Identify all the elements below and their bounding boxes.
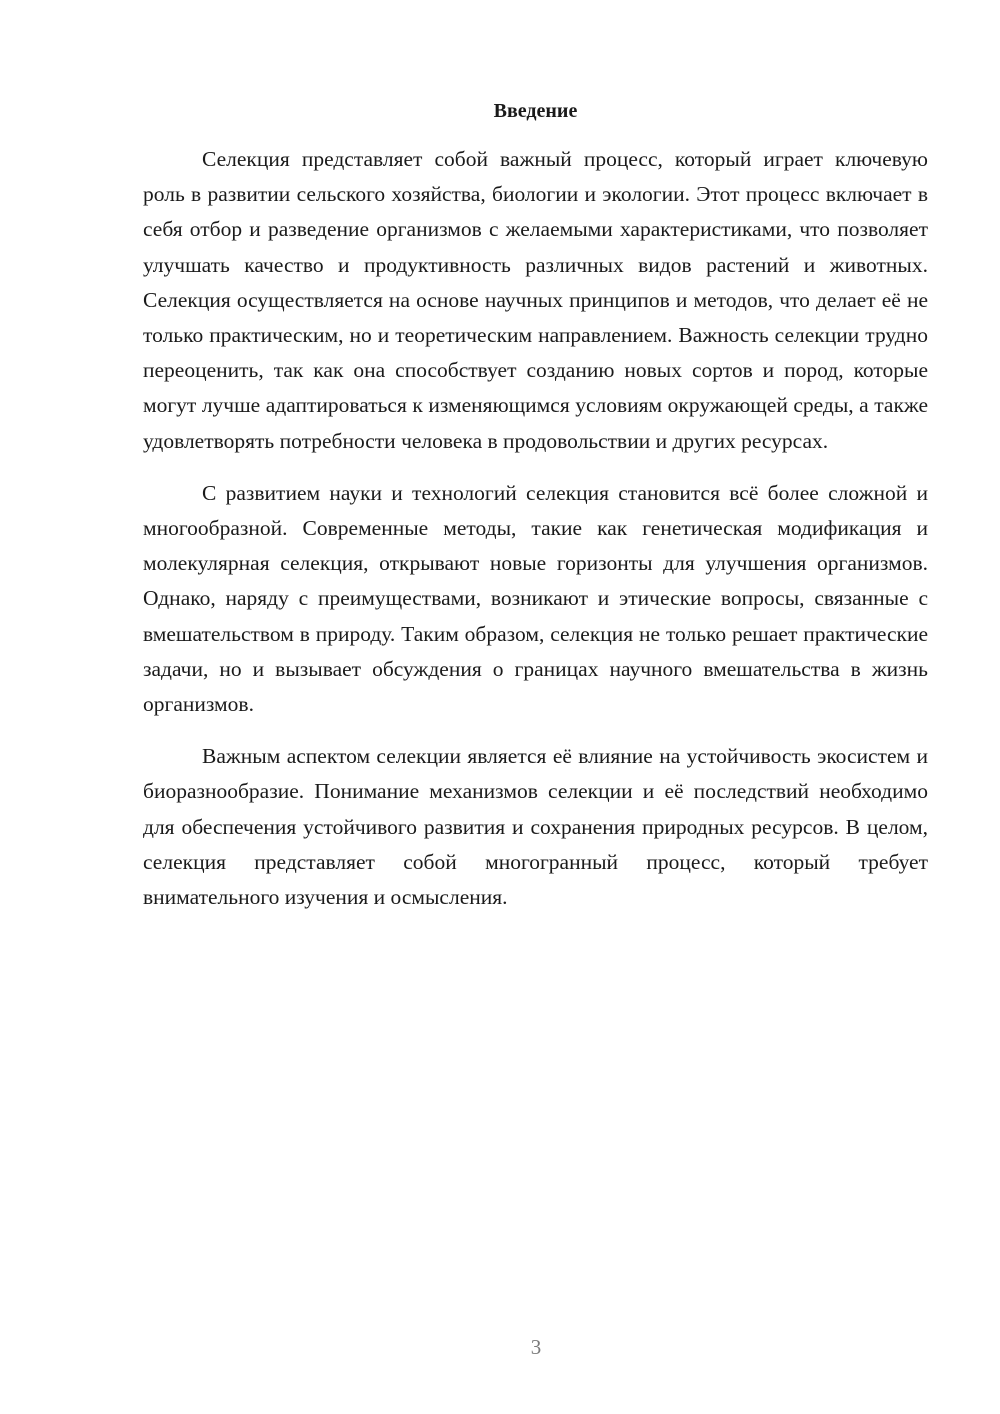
paragraph-1: Селекция представляет собой важный процесс, который играет ключевую роль в развитии сельского хозяйства, биологии и экологии. Этот процесс включает в себя отбор и разведение организмов с желаемыми характеристиками, что позволяет улучшать качество и продуктивность различных видов растений и животных. Селекция осуществляется на основе научных принципов и методов, что делает её не только практическим, но и теоретическим направлением. Важность селекции трудно переоценить, так как она способствует созданию новых сортов и пород, которые могут лучше адаптироваться к изменяющимся условиям окружающей среды, а также удовлетворять потребности человека в продовольствии и других ресурсах. bbox=[143, 147, 928, 453]
body-text bbox=[143, 142, 928, 915]
paragraph-2: С развитием науки и технологий селекция становится всё более сложной и многообразной. Современные методы, такие как генетическая модификация и молекулярная селекция, открывают новые горизонты для улучшения организмов. Однако, наряду с преимуществами, возникают и этические вопросы, связанные с вмешательством в природу. Таким образом, селекция не только решает практические задачи, но и вызывает обсуждения о границах научного вмешательства в жизнь организмов. bbox=[143, 480, 928, 717]
page-number: 3 bbox=[530, 1335, 542, 1359]
paragraph-3: Важным аспектом селекции является её влияние на устойчивость экосистем и биоразнообразие. Понимание механизмов селекции и её последствий необходимо для обеспечения устойчивого развития и сохранения природных ресурсов. В целом, селекция представляет собой многогранный процесс, который требует внимательного изучения и осмысления. bbox=[143, 744, 928, 910]
section-heading: Введение bbox=[493, 100, 578, 122]
